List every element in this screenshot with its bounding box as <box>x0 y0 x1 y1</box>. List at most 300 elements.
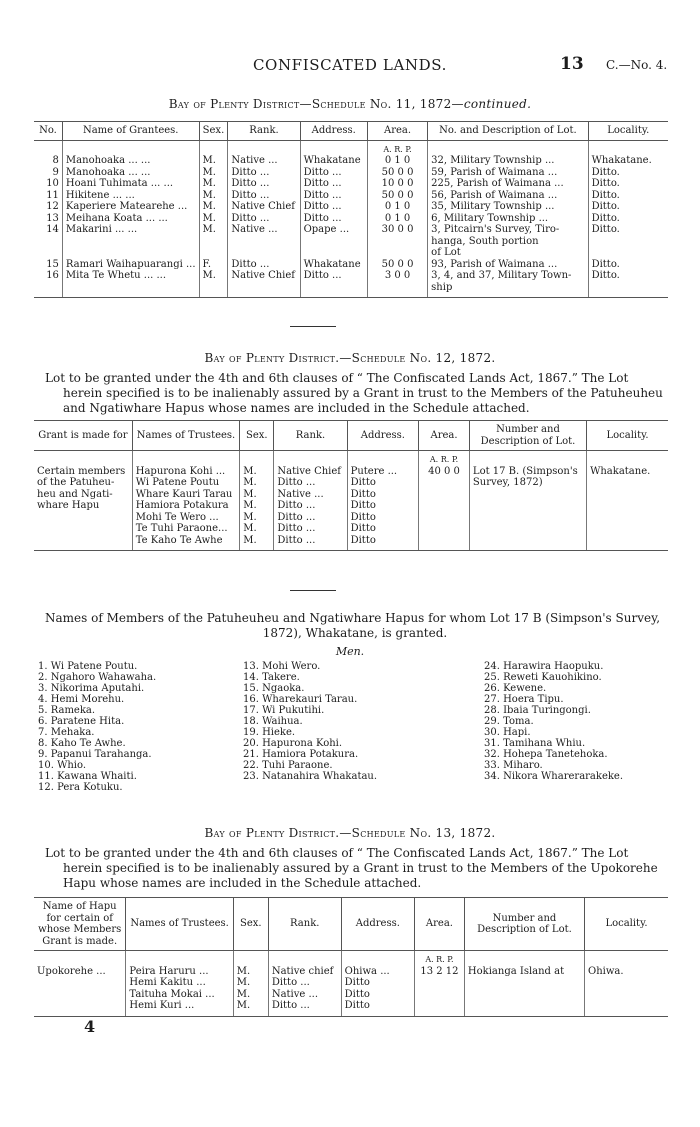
member-name: 12. Pera Kotuku. <box>38 782 123 793</box>
member-name: 6. Paratene Hita. <box>38 716 125 727</box>
cell-sex: M. <box>233 966 268 978</box>
member-name: 30. Hapi. <box>484 727 531 738</box>
cell-sex: M. <box>199 224 228 236</box>
cell-grant <box>34 535 132 551</box>
cell-address <box>300 247 367 259</box>
cell-locality <box>588 236 668 248</box>
member-name: 21. Hamiora Potakura. <box>243 749 359 760</box>
cell-grant <box>34 523 132 535</box>
table-cell <box>585 951 668 966</box>
section-divider <box>290 326 336 327</box>
cell-area: 0 1 0 <box>367 155 427 167</box>
table-row <box>34 977 668 989</box>
cell-area: 50 0 0 <box>367 190 427 202</box>
cell-no: 16 <box>46 270 59 281</box>
cell-lot <box>469 512 586 524</box>
cell-area <box>414 989 464 1001</box>
cell-locality <box>585 1000 668 1016</box>
table-row <box>34 535 668 551</box>
cell-lot: Survey, 1872) <box>469 477 586 489</box>
cell-trustee: Whare Kauri Tarau <box>132 489 239 501</box>
table-row <box>34 523 668 535</box>
cell-locality: Ditto. <box>588 259 668 271</box>
column-header: Address. <box>341 898 414 951</box>
schedule-12-table <box>34 420 668 551</box>
names-section-title: Names of Members of the Patuheuheu and Ngatiwhare Hapus for whom Lot 17 B (Simpson's Survey, 1872), Whakatane, is granted. <box>45 611 661 640</box>
cell-area <box>419 500 470 512</box>
cell-rank: Ditto ... <box>228 178 300 190</box>
table-cell <box>341 951 414 966</box>
column-header: Area. <box>367 122 427 141</box>
table-row <box>34 1000 668 1016</box>
member-name: 5. Rameka. <box>38 705 96 716</box>
member-name: 20. Hapurona Kohi. <box>243 738 343 749</box>
cell-locality <box>588 247 668 259</box>
cell-address: Ditto <box>347 535 419 551</box>
cell-area <box>367 236 427 248</box>
cell-sex: F. <box>199 259 228 271</box>
cell-name: Manohoaka ... ... <box>62 155 199 167</box>
cell-address: Opape ... <box>300 224 367 236</box>
cell-lot: 35, Military Township ... <box>428 201 588 213</box>
table-cell <box>228 140 300 155</box>
member-name: 26. Kewene. <box>484 683 547 694</box>
cell-lot <box>469 500 586 512</box>
cell-lot: 59, Parish of Waimana ... <box>428 167 588 179</box>
cell-rank: Ditto ... <box>274 512 347 524</box>
cell-sex: M. <box>233 1000 268 1016</box>
cell-name <box>62 282 199 298</box>
table-row <box>34 466 668 478</box>
cell-locality: Ditto. <box>588 224 668 236</box>
column-header: Sex. <box>199 122 228 141</box>
table-row <box>34 270 668 282</box>
cell-address: Ditto ... <box>300 201 367 213</box>
cell-address: Ditto <box>347 523 419 535</box>
cell-sex: M. <box>240 489 274 501</box>
cell-locality: Whakatane. <box>588 155 668 167</box>
cell-sex: M. <box>240 535 274 551</box>
document-reference: C.—No. 4. <box>606 58 668 72</box>
cell-no: 14 <box>46 224 59 235</box>
cell-sex <box>199 236 228 248</box>
cell-lot: Hokianga Island at <box>464 966 584 978</box>
area-units-row <box>34 140 668 155</box>
cell-rank: Ditto ... <box>228 259 300 271</box>
cell-lot: 93, Parish of Waimana ... <box>428 259 588 271</box>
cell-rank: Native ... <box>228 155 300 167</box>
cell-address: Ditto <box>347 489 419 501</box>
table-cell <box>34 951 126 966</box>
member-name: 19. Hieke. <box>243 727 296 738</box>
cell-no: 15 <box>46 258 59 270</box>
cell-sex: M. <box>199 190 228 202</box>
column-header: Area. <box>419 421 470 451</box>
cell-locality: Ditto. <box>588 270 668 282</box>
cell-rank: Ditto ... <box>228 167 300 179</box>
page-number: 13 <box>560 54 584 74</box>
cell-address: Ditto <box>341 989 414 1001</box>
cell-trustee: Mohi Te Wero ... <box>132 512 239 524</box>
cell-address: Ditto ... <box>300 178 367 190</box>
cell-area <box>414 977 464 989</box>
cell-rank <box>228 247 300 259</box>
cell-grant: whare Hapu <box>37 500 100 511</box>
member-name: 17. Wi Pukutihi. <box>243 705 325 716</box>
area-units-label: A. R. P. <box>419 451 470 466</box>
cell-sex <box>199 247 228 259</box>
cell-name: Makarini ... ... <box>62 224 199 236</box>
table-cell <box>300 140 367 155</box>
cell-address: Ditto ... <box>300 270 367 282</box>
table-row <box>34 178 668 190</box>
cell-address: Whakatane <box>300 155 367 167</box>
cell-locality <box>587 477 668 489</box>
table-cell <box>240 451 274 466</box>
member-name: 32. Hohepa Tanetehoka. <box>484 749 608 760</box>
cell-sex: M. <box>199 201 228 213</box>
cell-rank: Ditto ... <box>274 523 347 535</box>
schedule-12-title: Bay of Plenty District.—Schedule No. 12, 1872. <box>204 351 496 365</box>
table-cell <box>588 140 668 155</box>
member-name: 33. Miharo. <box>484 760 543 771</box>
cell-no <box>34 247 62 259</box>
cell-rank: Ditto ... <box>268 1000 341 1016</box>
cell-locality: Ditto. <box>588 213 668 225</box>
table-cell <box>126 951 233 966</box>
table-row <box>34 489 668 501</box>
cell-address: Putere ... <box>347 466 419 478</box>
cell-rank: Ditto ... <box>228 190 300 202</box>
table-row <box>34 247 668 259</box>
table-cell <box>199 140 228 155</box>
cell-address: Ditto ... <box>300 167 367 179</box>
column-header: Rank. <box>228 122 300 141</box>
table-row <box>34 190 668 202</box>
cell-address: Ohiwa ... <box>341 966 414 978</box>
cell-locality <box>587 489 668 501</box>
column-header: Number and Description of Lot. <box>469 421 586 451</box>
column-header: Sex. <box>233 898 268 951</box>
member-name: 10. Whio. <box>38 760 87 771</box>
member-name: 8. Kaho Te Awhe. <box>38 738 126 749</box>
member-name: 15. Ngaoka. <box>243 683 305 694</box>
cell-locality: Ditto. <box>588 190 668 202</box>
column-header: Address. <box>300 122 367 141</box>
cell-lot: 6, Military Township ... <box>428 213 588 225</box>
column-header: Names of Trustees. <box>126 898 233 951</box>
cell-area: 10 0 0 <box>367 178 427 190</box>
cell-name: Hikitene ... ... <box>62 190 199 202</box>
cell-area: 0 1 0 <box>367 201 427 213</box>
table-cell <box>62 140 199 155</box>
cell-trustee: Te Tuhi Paraone... <box>132 523 239 535</box>
signature-mark: 4 <box>84 1017 96 1036</box>
cell-name: Ramari Waihapuarangi ... <box>62 259 199 271</box>
cell-area <box>419 477 470 489</box>
cell-sex: M. <box>199 270 228 282</box>
cell-sex: M. <box>199 155 228 167</box>
table-cell <box>587 451 668 466</box>
cell-no: 8 <box>52 155 59 166</box>
table-cell <box>469 451 586 466</box>
cell-no: 12 <box>46 201 59 212</box>
cell-name: Kaperiere Matearehe ... <box>62 201 199 213</box>
cell-area: 13 2 12 <box>414 966 464 978</box>
member-name: 25. Reweti Kauohikino. <box>484 672 602 683</box>
cell-locality <box>588 282 668 298</box>
cell-area <box>419 489 470 501</box>
cell-lot: of Lot <box>428 247 588 259</box>
cell-rank <box>228 236 300 248</box>
cell-area <box>419 512 470 524</box>
cell-lot <box>469 535 586 551</box>
column-header: Area. <box>414 898 464 951</box>
table-cell <box>464 951 584 966</box>
member-name: 11. Kawana Whaiti. <box>38 771 137 782</box>
column-header: No. and Description of Lot. <box>428 122 588 141</box>
cell-lot: 225, Parish of Waimana ... <box>428 178 588 190</box>
cell-lot <box>469 523 586 535</box>
cell-rank: Ditto ... <box>268 977 341 989</box>
schedule-12-paragraph: Lot to be granted under the 4th and 6th clauses of “ The Confiscated Lands Act, 1867.” The Lot herein specified is to be inalienably assured by a Grant in trust to the Members of the Patuheuheu and Ngatiwhare Hapus whose names are included in the Schedule attached. <box>45 371 663 415</box>
member-name: 7. Mehaka. <box>38 727 95 738</box>
cell-sex: M. <box>199 178 228 190</box>
table-row <box>34 213 668 225</box>
cell-address: Ditto ... <box>300 190 367 202</box>
schedule-13-paragraph: Lot to be granted under the 4th and 6th clauses of “ The Confiscated Lands Act, 1867.” The Lot herein specified is to be inalienably assured by a Grant in trust to the Members of the Upokorehe Hapu whose names are included in the Schedule attached. <box>45 846 658 890</box>
cell-grant: Certain members <box>37 465 126 477</box>
cell-rank <box>228 282 300 298</box>
table-row <box>34 500 668 512</box>
cell-rank: Ditto ... <box>228 213 300 225</box>
cell-trustee: Hamiora Potakura <box>132 500 239 512</box>
table-row <box>34 259 668 271</box>
cell-trustee: Hemi Kuri ... <box>126 1000 233 1016</box>
area-units-label: A. R. P. <box>414 951 464 966</box>
cell-area: 50 0 0 <box>367 259 427 271</box>
cell-sex: M. <box>233 977 268 989</box>
schedule-13-title: Bay of Plenty District.—Schedule No. 13, 1872. <box>204 826 496 840</box>
cell-grant: heu and Ngati- <box>37 488 113 500</box>
cell-locality <box>585 977 668 989</box>
cell-area <box>419 535 470 551</box>
cell-area: 50 0 0 <box>367 167 427 179</box>
cell-lot <box>464 1000 584 1016</box>
cell-hapu: Upokorehe ... <box>37 965 106 977</box>
member-name: 3. Nikorima Aputahi. <box>38 683 145 694</box>
cell-rank: Native ... <box>268 989 341 1001</box>
cell-locality <box>587 535 668 551</box>
member-name: 9. Papanui Tarahanga. <box>38 749 152 760</box>
cell-address: Whakatane <box>300 259 367 271</box>
cell-hapu <box>34 989 126 1001</box>
column-header: Locality. <box>588 122 668 141</box>
cell-area <box>414 1000 464 1016</box>
cell-address: Ditto ... <box>300 213 367 225</box>
cell-area: 40 0 0 <box>419 466 470 478</box>
cell-lot: Lot 17 B. (Simpson's <box>469 466 586 478</box>
column-header: Locality. <box>585 898 668 951</box>
cell-area: 30 0 0 <box>367 224 427 236</box>
table-row <box>34 224 668 236</box>
cell-trustee: Te Kaho Te Awhe <box>132 535 239 551</box>
cell-address: Ditto <box>341 1000 414 1016</box>
member-name: 14. Takere. <box>243 672 300 683</box>
cell-locality <box>587 523 668 535</box>
cell-name: Meihana Koata ... ... <box>62 213 199 225</box>
cell-lot: 32, Military Township ... <box>428 155 588 167</box>
cell-name: Manohoaka ... ... <box>62 167 199 179</box>
column-header: Grant is made for <box>34 421 132 451</box>
column-header: Number and Description of Lot. <box>464 898 584 951</box>
cell-trustee: Wi Patene Poutu <box>132 477 239 489</box>
member-name: 34. Nikora Wharerarakeke. <box>484 771 624 782</box>
column-header: Names of Trustees. <box>132 421 239 451</box>
column-header: Sex. <box>240 421 274 451</box>
table-cell <box>268 951 341 966</box>
table-cell <box>34 451 132 466</box>
member-name: 27. Hoera Tipu. <box>484 694 564 705</box>
column-header: No. <box>34 122 62 141</box>
cell-address: Ditto <box>347 512 419 524</box>
cell-name <box>62 236 199 248</box>
cell-locality: Ditto. <box>588 201 668 213</box>
cell-hapu <box>34 977 126 989</box>
cell-lot: 3, Pitcairn's Survey, Tiro- <box>428 224 588 236</box>
schedule-11-title: Bay of Plenty District—Schedule No. 11, 1872—continued. <box>168 97 532 111</box>
cell-no: 11 <box>46 189 59 201</box>
cell-no: 13 <box>46 212 59 224</box>
cell-area <box>367 247 427 259</box>
cell-no: 9 <box>52 166 59 178</box>
cell-no: 10 <box>46 178 59 189</box>
column-header: Name of Grantees. <box>62 122 199 141</box>
member-name: 29. Toma. <box>484 716 534 727</box>
cell-name <box>62 247 199 259</box>
cell-area <box>367 282 427 298</box>
names-column-1 <box>38 661 156 793</box>
cell-locality: Whakatane. <box>587 466 668 478</box>
cell-address: Ditto <box>341 977 414 989</box>
cell-sex: M. <box>240 466 274 478</box>
schedule-13-table <box>34 897 668 1017</box>
table-row <box>34 201 668 213</box>
cell-grant <box>34 512 132 524</box>
cell-lot: 56, Parish of Waimana ... <box>428 190 588 202</box>
cell-sex: M. <box>240 500 274 512</box>
cell-rank: Native chief <box>268 966 341 978</box>
cell-hapu <box>34 1000 126 1016</box>
table-cell <box>347 451 419 466</box>
cell-lot: hanga, South portion <box>428 236 588 248</box>
column-header: Locality. <box>587 421 668 451</box>
cell-grant: of the Patuheu- <box>37 477 115 488</box>
cell-locality: Ohiwa. <box>585 966 668 978</box>
table-cell <box>34 140 62 155</box>
table-row <box>34 167 668 179</box>
area-units-label: A. R. P. <box>367 140 427 155</box>
names-subheading: Men. <box>335 645 365 658</box>
names-column-3 <box>484 661 623 782</box>
cell-trustee: Peira Haruru ... <box>126 966 233 978</box>
cell-area: 0 1 0 <box>367 213 427 225</box>
cell-address: Ditto <box>347 477 419 489</box>
cell-locality <box>587 500 668 512</box>
member-name: 31. Tamihana Whiu. <box>484 738 586 749</box>
table-row <box>34 282 668 298</box>
schedule-11-table <box>34 121 668 298</box>
table-cell <box>233 951 268 966</box>
area-units-row <box>34 451 668 466</box>
cell-locality: Ditto. <box>588 167 668 179</box>
cell-sex: M. <box>199 167 228 179</box>
table-row <box>34 989 668 1001</box>
member-name: 28. Ibaia Turingongi. <box>484 705 591 716</box>
column-header: Name of Hapu for certain of whose Members Grant is made. <box>34 898 126 951</box>
cell-rank: Native Chief <box>274 466 347 478</box>
cell-trustee: Taituha Mokai ... <box>126 989 233 1001</box>
table-cell <box>274 451 347 466</box>
cell-sex <box>199 282 228 298</box>
cell-lot: ship <box>428 282 588 298</box>
cell-name: Mita Te Whetu ... ... <box>62 270 199 282</box>
table-row <box>34 512 668 524</box>
cell-locality <box>587 512 668 524</box>
cell-sex: M. <box>240 512 274 524</box>
cell-trustee: Hemi Kakitu ... <box>126 977 233 989</box>
column-header: Address. <box>347 421 419 451</box>
member-name: 2. Ngahoro Wahawaha. <box>38 672 157 683</box>
cell-trustee: Hapurona Kohi ... <box>132 466 239 478</box>
cell-address <box>300 236 367 248</box>
table-row <box>34 966 668 978</box>
member-name: 23. Natanahira Whakatau. <box>243 771 378 782</box>
area-units-row <box>34 951 668 966</box>
member-name: 1. Wi Patene Poutu. <box>38 661 138 672</box>
cell-sex: M. <box>240 477 274 489</box>
cell-rank: Ditto ... <box>274 500 347 512</box>
cell-rank: Native ... <box>274 489 347 501</box>
cell-rank: Ditto ... <box>274 477 347 489</box>
cell-rank: Native Chief <box>228 270 300 282</box>
cell-address <box>300 282 367 298</box>
cell-sex: M. <box>199 213 228 225</box>
cell-lot <box>469 489 586 501</box>
names-column-2 <box>243 661 377 782</box>
member-name: 24. Harawira Haopuku. <box>484 661 604 672</box>
column-header: Rank. <box>274 421 347 451</box>
section-divider <box>290 590 336 591</box>
cell-no <box>34 282 62 298</box>
cell-area: 3 0 0 <box>367 270 427 282</box>
table-row <box>34 236 668 248</box>
table-cell <box>132 451 239 466</box>
table-row <box>34 155 668 167</box>
cell-sex: M. <box>233 989 268 1001</box>
cell-no <box>34 236 62 248</box>
cell-rank: Ditto ... <box>274 535 347 551</box>
cell-locality <box>585 989 668 1001</box>
member-name: 18. Waihua. <box>243 716 303 727</box>
cell-rank: Native ... <box>228 224 300 236</box>
cell-address: Ditto <box>347 500 419 512</box>
cell-lot: 3, 4, and 37, Military Town- <box>428 270 588 282</box>
cell-area <box>419 523 470 535</box>
column-header: Rank. <box>268 898 341 951</box>
cell-lot <box>464 989 584 1001</box>
cell-locality: Ditto. <box>588 178 668 190</box>
